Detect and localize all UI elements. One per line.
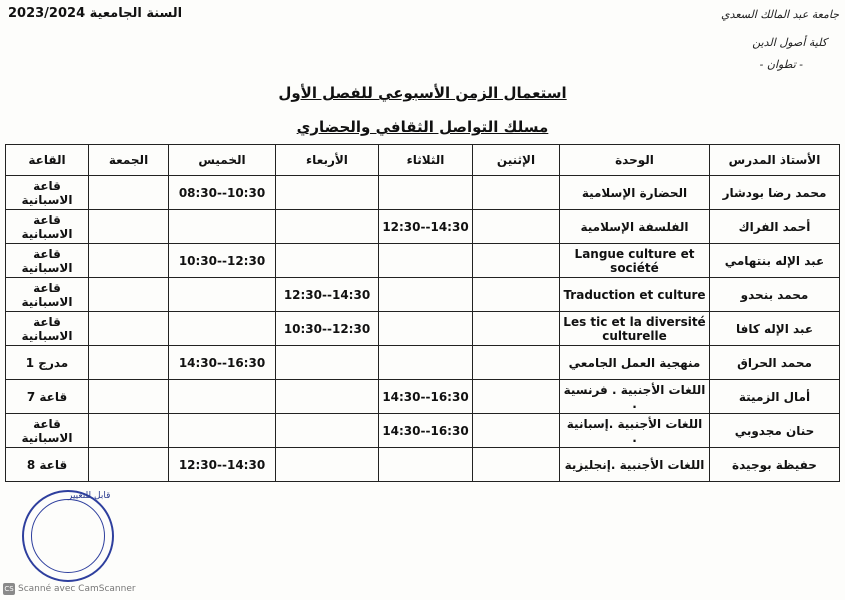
university-name: جامعة عبد المالك السعدي xyxy=(720,8,839,21)
scanner-text: Scanné avec CamScanner xyxy=(18,584,136,594)
cell-room: قاعة الاسبانية xyxy=(6,244,89,278)
cell-monday xyxy=(473,176,560,210)
cell-tuesday xyxy=(379,346,473,380)
cell-teacher: عبد الإله بنتهامي xyxy=(710,244,840,278)
academic-year: السنة الجامعية 2023/2024 xyxy=(8,6,183,21)
cell-monday xyxy=(473,244,560,278)
cell-teacher: أحمد الفراك xyxy=(710,210,840,244)
cell-room: قاعة 8 xyxy=(6,448,89,482)
cell-teacher: محمد بنحدو xyxy=(710,278,840,312)
table-row xyxy=(6,176,840,210)
header-thursday: الخميس xyxy=(169,145,276,176)
cell-unit: Traduction et culture xyxy=(560,278,710,312)
cell-unit: Langue culture et société xyxy=(560,244,710,278)
cell-friday xyxy=(89,210,169,244)
cell-wednesday xyxy=(276,244,379,278)
city-name: - تطوان - xyxy=(759,58,803,71)
cell-teacher: محمد رضا بودشار xyxy=(710,176,840,210)
cell-tuesday: 14:30--16:30 xyxy=(379,414,473,448)
cell-teacher: حنان مجدوبي xyxy=(710,414,840,448)
camscanner-icon: CS xyxy=(4,585,14,593)
cell-teacher: عبد الإله كافا xyxy=(710,312,840,346)
cell-unit: اللغات الأجنبية .إسبانية . xyxy=(560,414,710,448)
cell-tuesday xyxy=(379,278,473,312)
cell-tuesday: 12:30--14:30 xyxy=(379,210,473,244)
cell-tuesday: 14:30--16:30 xyxy=(379,380,473,414)
cell-monday xyxy=(473,448,560,482)
table-row xyxy=(6,414,840,448)
cell-friday xyxy=(89,448,169,482)
cell-unit: منهجية العمل الجامعي xyxy=(560,346,710,380)
cell-tuesday xyxy=(379,244,473,278)
header-tuesday: الثلاثاء xyxy=(379,145,473,176)
cell-thursday xyxy=(169,312,276,346)
cell-teacher: محمد الحراق xyxy=(710,346,840,380)
cell-tuesday xyxy=(379,176,473,210)
cell-monday xyxy=(473,312,560,346)
cell-monday xyxy=(473,210,560,244)
cell-monday xyxy=(473,380,560,414)
table-row xyxy=(6,346,840,380)
scanner-watermark xyxy=(3,583,136,595)
schedule-title: استعمال الزمن الأسبوعي للفصل الأول xyxy=(278,84,567,102)
header-friday: الجمعة xyxy=(89,145,169,176)
cell-wednesday xyxy=(276,176,379,210)
cell-teacher: حفيظة بوجيدة xyxy=(710,448,840,482)
cell-thursday: 08:30--10:30 xyxy=(169,176,276,210)
cell-room: قاعة الاسبانية xyxy=(6,210,89,244)
cell-wednesday: 12:30--14:30 xyxy=(276,278,379,312)
cell-thursday xyxy=(169,380,276,414)
cell-thursday: 12:30--14:30 xyxy=(169,448,276,482)
cell-unit: اللغات الأجنبية . فرنسية . xyxy=(560,380,710,414)
cell-room: قاعة الاسبانية xyxy=(6,278,89,312)
cell-monday xyxy=(473,414,560,448)
schedule-table xyxy=(5,144,840,482)
cell-teacher: أمال الزميتة xyxy=(710,380,840,414)
table-row xyxy=(6,244,840,278)
cell-thursday xyxy=(169,210,276,244)
header-teacher: الأستاذ المدرس xyxy=(710,145,840,176)
cell-tuesday xyxy=(379,312,473,346)
cell-tuesday xyxy=(379,448,473,482)
faculty-stamp xyxy=(22,490,114,582)
program-title: مسلك التواصل الثقافي والحضاري xyxy=(296,118,549,136)
header-wednesday: الأربعاء xyxy=(276,145,379,176)
cell-wednesday xyxy=(276,448,379,482)
cell-wednesday xyxy=(276,210,379,244)
cell-room: قاعة الاسبانية xyxy=(6,312,89,346)
cell-friday xyxy=(89,414,169,448)
header-room: القاعة xyxy=(6,145,89,176)
table-row xyxy=(6,278,840,312)
cell-monday xyxy=(473,346,560,380)
table-row xyxy=(6,448,840,482)
cell-thursday: 10:30--12:30 xyxy=(169,244,276,278)
cell-friday xyxy=(89,278,169,312)
cell-room: قاعة الاسبانية xyxy=(6,414,89,448)
cell-thursday xyxy=(169,278,276,312)
cell-thursday xyxy=(169,414,276,448)
cell-friday xyxy=(89,176,169,210)
table-row xyxy=(6,210,840,244)
schedule-body xyxy=(6,176,840,482)
cell-room: قاعة 7 xyxy=(6,380,89,414)
cell-friday xyxy=(89,346,169,380)
cell-unit: الحضارة الإسلامية xyxy=(560,176,710,210)
cell-unit: الفلسفة الإسلامية xyxy=(560,210,710,244)
cell-unit: Les tic et la diversité culturelle xyxy=(560,312,710,346)
cell-unit: اللغات الأجنبية .إنجليزية xyxy=(560,448,710,482)
cell-friday xyxy=(89,244,169,278)
table-header-row xyxy=(6,145,840,176)
cell-room: قاعة الاسبانية xyxy=(6,176,89,210)
cell-monday xyxy=(473,278,560,312)
table-row xyxy=(6,312,840,346)
cell-friday xyxy=(89,312,169,346)
cell-wednesday xyxy=(276,380,379,414)
cell-wednesday: 10:30--12:30 xyxy=(276,312,379,346)
header-monday: الإثنين xyxy=(473,145,560,176)
faculty-name: كلية أصول الدين xyxy=(752,36,827,49)
cell-room: مدرج 1 xyxy=(6,346,89,380)
header-unit: الوحدة xyxy=(560,145,710,176)
table-row xyxy=(6,380,840,414)
cell-friday xyxy=(89,380,169,414)
cell-thursday: 14:30--16:30 xyxy=(169,346,276,380)
cell-wednesday xyxy=(276,414,379,448)
cell-wednesday xyxy=(276,346,379,380)
stamp-caption: قابل للتغيير xyxy=(68,491,111,501)
